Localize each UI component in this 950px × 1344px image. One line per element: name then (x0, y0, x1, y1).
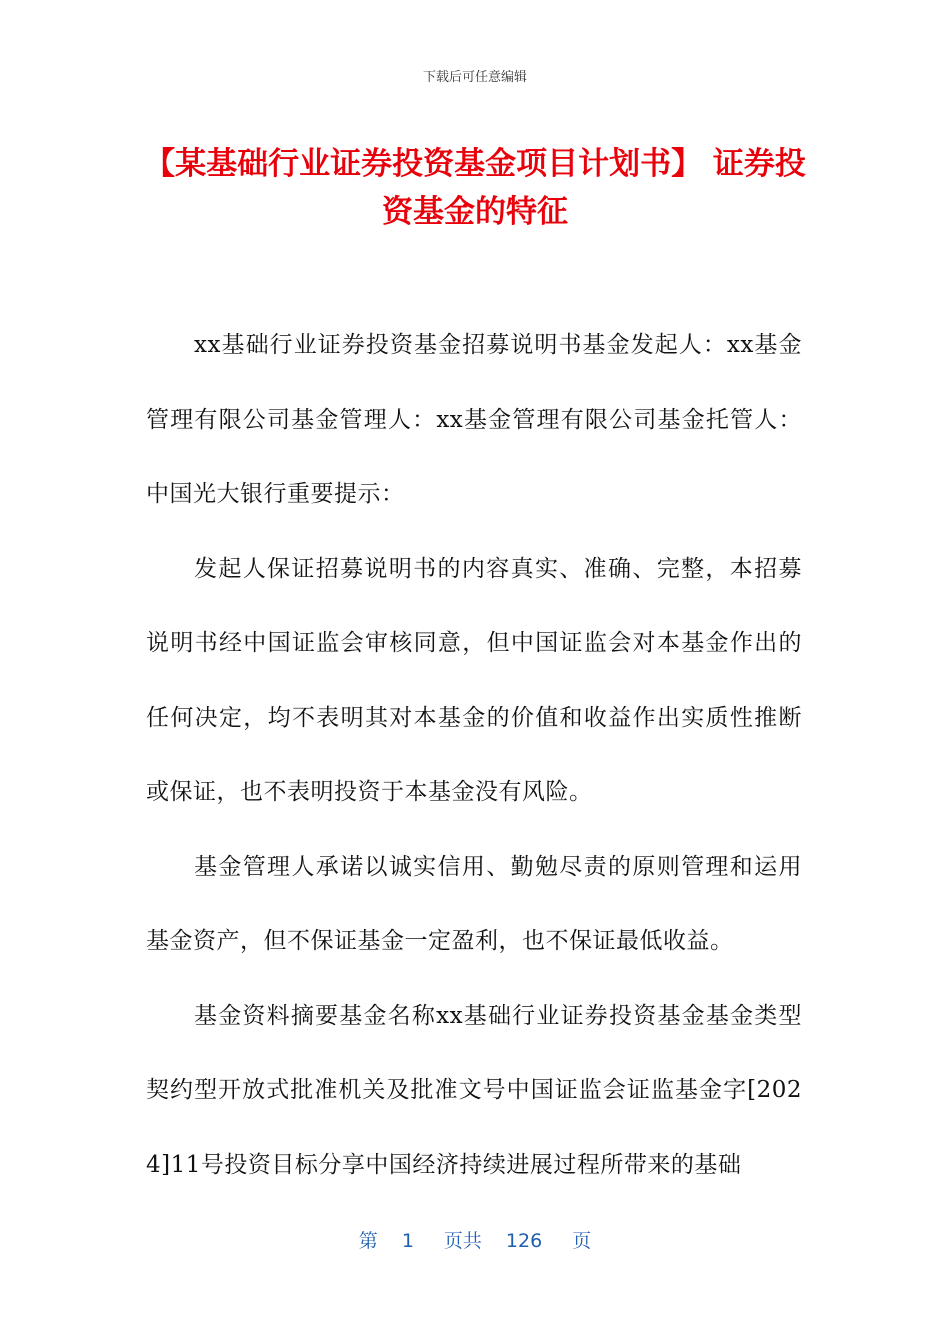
header-note: 下载后可任意编辑 (422, 70, 527, 85)
footer-prefix: 第 (358, 1230, 378, 1252)
document-body (146, 308, 802, 1202)
paragraph: xx基础行业证券投资基金招募说明书基金发起人：xx基金管理有限公司基金管理人：xx基金管理有限公司基金托管人：中国光大银行重要提示： (146, 332, 802, 507)
footer-current-page: 1 (401, 1230, 414, 1252)
page-footer (0, 1226, 950, 1253)
document-title: 【某基础行业证券投资基金项目计划书】 证券投资基金的特征 (144, 146, 806, 230)
footer-middle: 页共 (443, 1230, 482, 1252)
footer-suffix: 页 (572, 1230, 592, 1252)
footer-total-pages: 126 (505, 1230, 543, 1252)
paragraph: 基金管理人承诺以诚实信用、勤勉尽责的原则管理和运用基金资产，但不保证基金一定盈利，也不保证最低收益。 (146, 853, 802, 954)
paragraph: 基金资料摘要基金名称xx基础行业证券投资基金基金类型契约型开放式批准机关及批准文号中国证监会证监基金字[2024]11号投资目标分享中国经济持续进展过程所带来的基础 (146, 1002, 802, 1178)
paragraph: 发起人保证招募说明书的内容真实、准确、完整，本招募说明书经中国证监会审核同意，但中国证监会对本基金作出的任何决定，均不表明其对本基金的价值和收益作出实质性推断或保证，也不表明投资于本基金没有风险。 (146, 555, 802, 805)
